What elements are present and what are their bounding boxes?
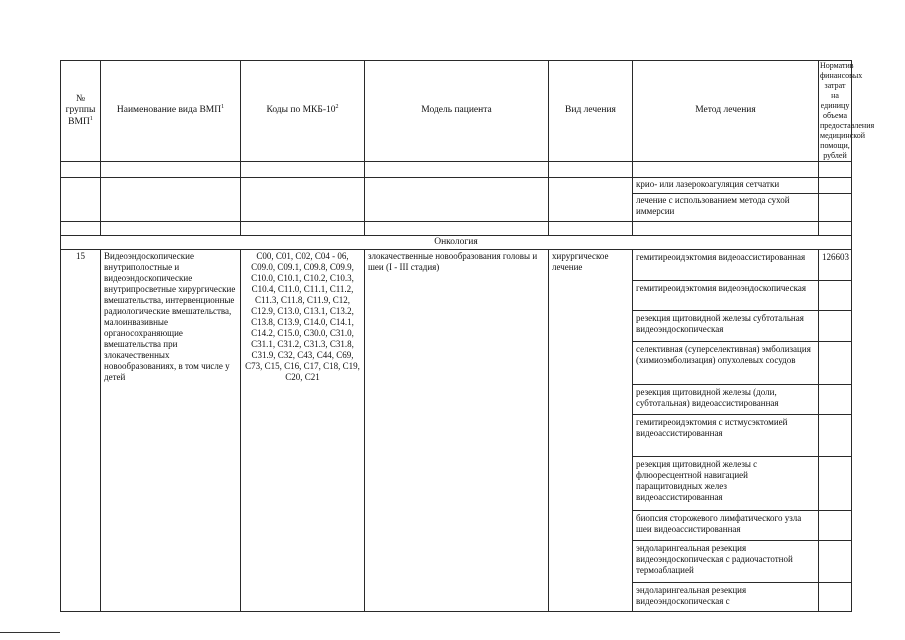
header-icd-codes: Коды по МКБ-$10^2$ (241, 61, 365, 162)
method-item: гемитиреоидэктомия с истмусэктомией видеоассистированная (633, 414, 818, 456)
header-treatment-type: Вид лечения (549, 61, 633, 162)
method-item: селективная (суперселективная) эмболизация (химиоэмболизация) опухолевых сосудов (633, 341, 818, 384)
method-item: биопсия сторожевого лимфатического узла шеи видеоассистированная (633, 510, 818, 540)
blank-row (61, 162, 852, 178)
footnote-rule (0, 632, 60, 633)
method-item: гемитиреоидэктомия видеоассистированная (636, 252, 806, 262)
method-item: эндоларингеальная резекция видеоэндоскопическая с (633, 582, 818, 611)
method-item: резекция щитовидной железы с флюоресцентной навигацией паращитовидных желез видеоассистированная (633, 456, 818, 510)
method-item: резекция щитовидной железы субтотальная видеоэндоскопическая (633, 310, 818, 341)
method-row (61, 178, 852, 194)
header-cost-standard: Норматив финансовых затрат на единицу объема предоставления медицинской помощи, рублей (820, 61, 875, 160)
section-row (61, 236, 852, 250)
method-item: резекция щитовидной железы (доли, субтотальная) видеоассистированная (633, 384, 818, 414)
method-item: гемитиреоидэктомия видеоэндоскопическая (633, 280, 818, 310)
header-row (61, 61, 852, 162)
header-treatment-method: Метод лечения (633, 61, 819, 162)
method-item: эндоларингеальная резекция видеоэндоскопическая с радиочастотной термоаблацией (633, 540, 818, 582)
treatment-type: хирургическое лечение (549, 250, 633, 612)
vmp-table (60, 60, 875, 612)
treatment-methods (633, 250, 819, 612)
header-vmp-name: Наименование вида ВМП$^1$ (101, 61, 241, 162)
method-cryo-laser: крио- или лазерокоагуляция сетчатки (633, 178, 819, 194)
blank-row (61, 222, 852, 236)
group-number: 15 (61, 250, 101, 612)
method-dry-immersion: лечение с использованием метода сухой иммерсии (633, 194, 819, 222)
vmp-name: Видеоэндоскопические внутриполостные и видеоэндоскопические внутрипросветные хирургические вмешательства, интервенционные радиологические вмешательства, малоинвазивные органосохраняющие вмешательства при злокачественных новообразованиях, в том числе у детей (101, 250, 241, 612)
group-15-row (61, 250, 852, 612)
header-group-number: № группы ВМП$^1$ (61, 61, 101, 162)
patient-model: злокачественные новообразования головы и шеи (I - III стадия) (365, 250, 549, 612)
section-title: Онкология (61, 236, 852, 250)
icd-codes: C00, C01, C02, C04 - 06, C09.0, C09.1, C09.8, C09.9, C10.0, C10.1, C10.2, C10.3, C10.4, C11.0, C11.1, C11.2, C11.3, C11.8, C11.9, C12, C12.9, C13.0, C13.1, C13.2, C13.8, C13.9, C14.0, C14.1, C14.2, C15.0, C30.0, C31.0, C31.1, C31.2, C31.3, C31.8, C31.9, C32, C43, C44, C69, C73, C15, C16, C17, C18, C19, C20, C21 (241, 250, 365, 612)
header-patient-model: Модель пациента (365, 61, 549, 162)
cost-value: 126603 (819, 250, 852, 612)
